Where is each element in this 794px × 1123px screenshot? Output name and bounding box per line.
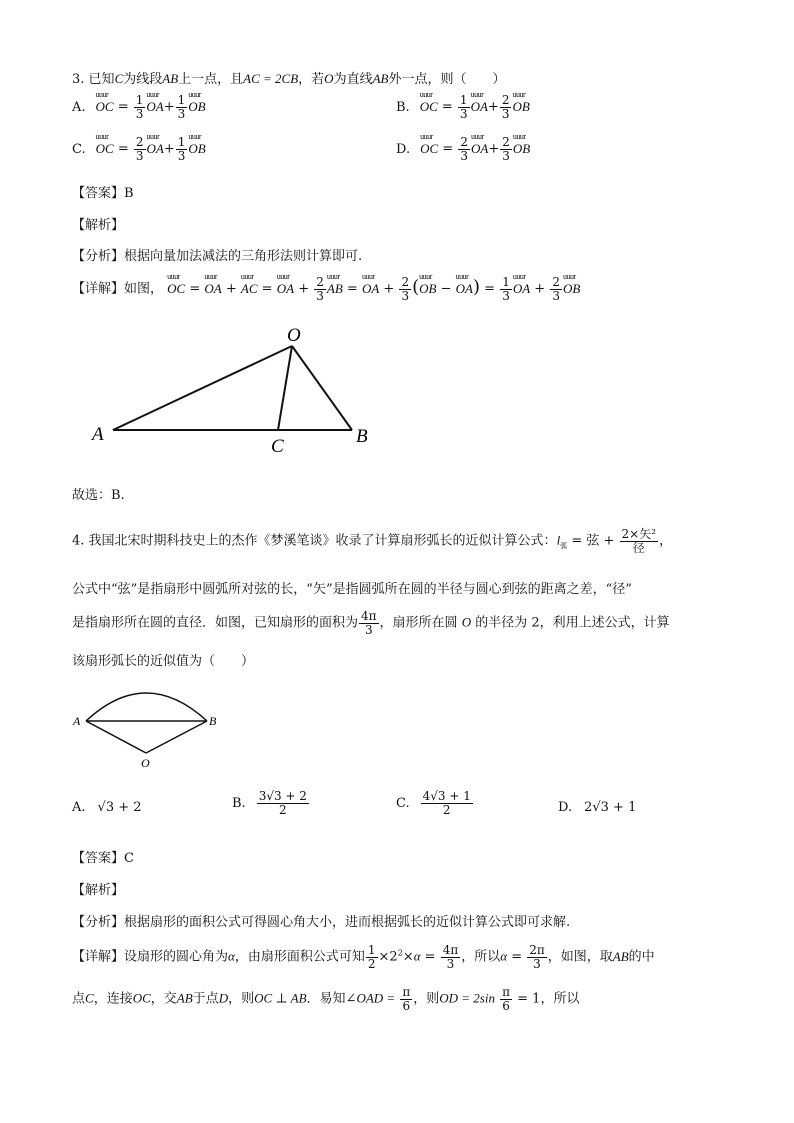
fenxi-text: 根据扇形的面积公式可得圆心角大小，进而根据弧长的近似计算公式即可求解. xyxy=(124,915,571,930)
q4-text: 是指扇形所在圆的直径．如图，已知扇形的面积为 xyxy=(72,615,359,631)
segment-ab: AB xyxy=(176,990,193,1006)
answer-tag: 【答案】 xyxy=(72,186,125,201)
arc-ab-text: AB xyxy=(612,948,629,964)
label-b: B xyxy=(209,714,217,728)
radius-bo xyxy=(146,721,207,753)
fenxi-tag: 【分析】 xyxy=(72,249,125,264)
q4-text: 的半径为 2，利用上述公式，计算 xyxy=(475,615,670,631)
q4-xiangjie-line1: 【详解】设扇形的圆心角为α，由扇形面积公式可知 $\frac{1}{2}$ $\times 2^2\times\alpha$ = $\frac{4\pi}{3}$ ，所以α = $\frac{2\pi}{3}$ ，如图，取AB的中 xyxy=(72,943,655,971)
option-label: D. xyxy=(558,800,573,815)
option-label: D. xyxy=(396,141,411,157)
text: 的中 xyxy=(628,949,655,965)
q3-option-b[interactable]: B.uuur OC = $\frac{1}{3}$ uuur OA+ $\frac{2}{3}$ uuur OB xyxy=(396,94,530,120)
fraction: $\frac{2}{3}$ xyxy=(552,275,560,303)
vector-oa: uuur OA xyxy=(362,281,379,297)
fraction: $\frac{2}{3}$ xyxy=(135,135,144,163)
xiangjie-tag: 【详解】 xyxy=(72,281,125,297)
q3-stem-text: 上一点，且 xyxy=(178,72,244,87)
formula-sub: 弧 xyxy=(560,542,568,551)
vector-oa: uuur OA xyxy=(513,281,530,297)
q4-option-d[interactable] xyxy=(558,800,636,815)
vector-oa: uuur OA xyxy=(146,99,163,115)
option-label: B. xyxy=(396,99,410,115)
vector-ob: uuur OB xyxy=(563,281,580,297)
formula-l: l xyxy=(556,532,561,548)
q3-stem-text: 为线段 xyxy=(123,72,163,87)
answer-tag: 【答案】 xyxy=(72,851,125,866)
q4-point-o: O xyxy=(461,614,472,630)
answer-value: B xyxy=(124,186,134,201)
angle-oad: ∠OAD = xyxy=(345,990,396,1006)
point-c: C xyxy=(85,990,94,1006)
fenxi-tag: 【分析】 xyxy=(72,915,125,930)
q4-line4: 该扇形弧长的近似值为（ ） xyxy=(72,654,255,669)
text: ，则 xyxy=(413,991,440,1007)
answer-value: C xyxy=(124,851,134,866)
q4-option-b[interactable] xyxy=(232,790,310,816)
q4-answer xyxy=(72,847,134,866)
text: 于点 xyxy=(192,991,219,1007)
q3-fenxi xyxy=(72,245,362,264)
option-value: 2√3 + 1 xyxy=(584,800,637,815)
q4-option-c[interactable] xyxy=(396,790,474,816)
vector-oc: uuur OC xyxy=(96,141,114,157)
formula-xian: 弦 xyxy=(586,533,600,549)
text: ，所以 xyxy=(540,991,580,1007)
vector-ob: uuur OB xyxy=(513,141,530,157)
vector-ab: uuur AB xyxy=(327,281,343,297)
q4-line1: 4. 我国北宋时期科技史上的杰作《梦溪笔谈》收录了计算扇形弧长的近似计算公式：$l_弧$ = 弦 + $\frac{\text{2×矢²}}{\text{径}}$ ， xyxy=(72,527,673,555)
q3-seg-ab: AB xyxy=(372,71,389,86)
option-label: A. xyxy=(72,800,86,815)
text: ，由扇形面积公式可知 xyxy=(234,949,365,965)
fraction: $\frac{1}{3}$ xyxy=(502,275,510,303)
q4-xiangjie-line2 xyxy=(72,986,579,1012)
fraction: $\frac{2}{3}$ xyxy=(460,135,468,163)
q3-point-o: O xyxy=(324,71,334,86)
vector-oa: uuur OA xyxy=(456,281,473,297)
segment-oc xyxy=(278,346,292,430)
label-o: O xyxy=(287,325,301,346)
label-c: C xyxy=(271,436,284,457)
option-value: √3 + 2 xyxy=(97,800,142,815)
label-o: O xyxy=(141,756,150,770)
q3-xiangjie: 【详解】如图， uuur OC = uuur OA + uuur AC = uuur OA + $\frac{2}{3}$ uuur AB = uuur OA + $\frac{2}{3}$ (uuur OB − uuur OA) = $\frac{1}{3}$ uuur OA + $\frac{2}{3}$ uuur OB xyxy=(72,276,580,302)
fenxi-text: 根据向量加法减法的三角形法则计算即可. xyxy=(124,249,363,264)
segment-ob xyxy=(292,346,352,430)
q3-number: 3. xyxy=(72,72,85,87)
q3-answer xyxy=(72,182,134,201)
fraction: $\frac{2}{3}$ xyxy=(502,135,510,163)
q3-stem-text: 为直线 xyxy=(333,72,373,87)
q4-option-a[interactable] xyxy=(72,800,142,815)
text: = 1 xyxy=(517,991,541,1007)
text: ，如图，取 xyxy=(547,949,613,965)
vector-ac: uuur AC xyxy=(241,281,258,297)
vector-oc: uuur OC xyxy=(420,141,438,157)
arc-ab xyxy=(86,693,207,721)
q3-condition: AC = 2CB xyxy=(243,71,299,86)
option-fraction: $\frac{3√3 + 2}{2}$ xyxy=(258,789,307,817)
fraction: $\frac{1}{3}$ xyxy=(459,93,468,121)
fraction: $\frac{1}{2}$ xyxy=(367,943,376,971)
q3-option-d[interactable]: D.uuur OC = $\frac{2}{3}$ uuur OA+ $\frac{2}{3}$ uuur OB xyxy=(396,136,530,162)
vector-oc: uuur OC xyxy=(420,99,438,115)
vector-ob: uuur OB xyxy=(188,99,205,115)
vector-oa: uuur OA xyxy=(277,281,294,297)
perp-relation: OC ⊥ AB xyxy=(254,990,307,1006)
vector-oc: uuur OC xyxy=(167,281,185,297)
alpha: α xyxy=(228,948,235,964)
q4-number: 4. xyxy=(72,533,85,549)
text: 点 xyxy=(72,991,86,1007)
option-label: C. xyxy=(72,141,86,157)
xiangjie-tag: 【详解】 xyxy=(72,949,125,965)
text: ．易知 xyxy=(306,991,346,1007)
label-b: B xyxy=(356,426,368,447)
fraction: $\frac{\pi}{6}$ xyxy=(402,985,411,1013)
q4-text: ，扇形所在圆 xyxy=(379,615,458,631)
q3-stem-text: 外一点，则（ ） xyxy=(388,72,506,87)
q4-text: 我国北宋时期科技史上的杰作《梦溪笔谈》收录了计算扇形弧长的近似计算公式： xyxy=(88,533,557,549)
formula-fraction: $\frac{\text{2×矢²}}{\text{径}}$ xyxy=(621,527,657,555)
option-fraction: $\frac{4√3 + 1}{2}$ xyxy=(422,789,471,817)
vector-oc: uuur OC xyxy=(96,99,114,115)
fraction: $\frac{1}{3}$ xyxy=(177,135,186,163)
option-label: A. xyxy=(72,99,86,115)
q3-point-c: C xyxy=(114,71,124,86)
vector-oa: uuur OA xyxy=(471,99,488,115)
segment-ao xyxy=(113,346,292,430)
fraction: $\frac{4\pi}{3}$ xyxy=(442,943,459,971)
q3-option-a[interactable]: A.uuur OC = $\frac{1}{3}$ uuur OA+ $\frac{1}{3}$ uuur OB xyxy=(72,94,206,120)
area-fraction: $\frac{4\pi}{3}$ xyxy=(361,609,377,637)
text: ，所以 xyxy=(461,949,501,965)
q3-stem-text: 已知 xyxy=(88,72,115,87)
vector-oa: uuur OA xyxy=(204,281,221,297)
text: ，交 xyxy=(150,991,177,1007)
q3-conclusion: 故选：B. xyxy=(72,488,125,503)
q4-line2: 公式中“弦”是指扇形中圆弧所对弦的长，“矢”是指圆弧所在圆的半径与圆心到弦的距离之差，“径” xyxy=(72,582,632,597)
point-d: D xyxy=(218,990,229,1006)
label-a: A xyxy=(92,424,104,445)
text: ，则 xyxy=(228,991,255,1007)
option-label: C. xyxy=(396,795,410,811)
fraction: $\frac{2\pi}{3}$ xyxy=(529,943,545,971)
vector-oa: uuur OA xyxy=(471,141,488,157)
fraction: $\frac{2}{3}$ xyxy=(501,93,510,121)
q4-jiexi: 【解析】 xyxy=(72,883,125,898)
q3-stem xyxy=(72,68,505,87)
q4-line3 xyxy=(72,610,670,636)
text: 设扇形的圆心角为 xyxy=(124,949,229,965)
q3-stem-text: ，若 xyxy=(298,72,325,87)
fraction: $\frac{\pi}{6}$ xyxy=(502,985,510,1013)
q3-jiexi: 【解析】 xyxy=(72,218,125,233)
text: ，连接 xyxy=(93,991,133,1007)
fraction: $\frac{1}{3}$ xyxy=(177,93,186,121)
q4-fenxi xyxy=(72,911,570,930)
vector-ob: uuur OB xyxy=(188,141,205,157)
q3-option-c[interactable]: C.uuur OC = $\frac{2}{3}$ uuur OA+ $\frac{1}{3}$ uuur OB xyxy=(72,136,206,162)
q3-seg-ab: AB xyxy=(162,71,179,86)
q4-sector-figure xyxy=(70,683,230,775)
segment-oc: OC xyxy=(132,990,151,1006)
fraction: $\frac{1}{3}$ xyxy=(135,93,144,121)
xiangjie-intro: 如图， xyxy=(124,281,164,297)
fraction: $\frac{2}{3}$ xyxy=(401,275,410,303)
od-expr: OD = 2sin xyxy=(439,990,495,1006)
vector-ob: uuur OB xyxy=(419,281,436,297)
radius-ao xyxy=(86,721,146,753)
q3-triangle-figure xyxy=(80,318,400,463)
label-a: A xyxy=(73,714,81,728)
vector-oa: uuur OA xyxy=(147,141,164,157)
option-label: B. xyxy=(232,795,246,811)
vector-ob: uuur OB xyxy=(512,99,529,115)
fraction: $\frac{2}{3}$ xyxy=(316,275,324,303)
